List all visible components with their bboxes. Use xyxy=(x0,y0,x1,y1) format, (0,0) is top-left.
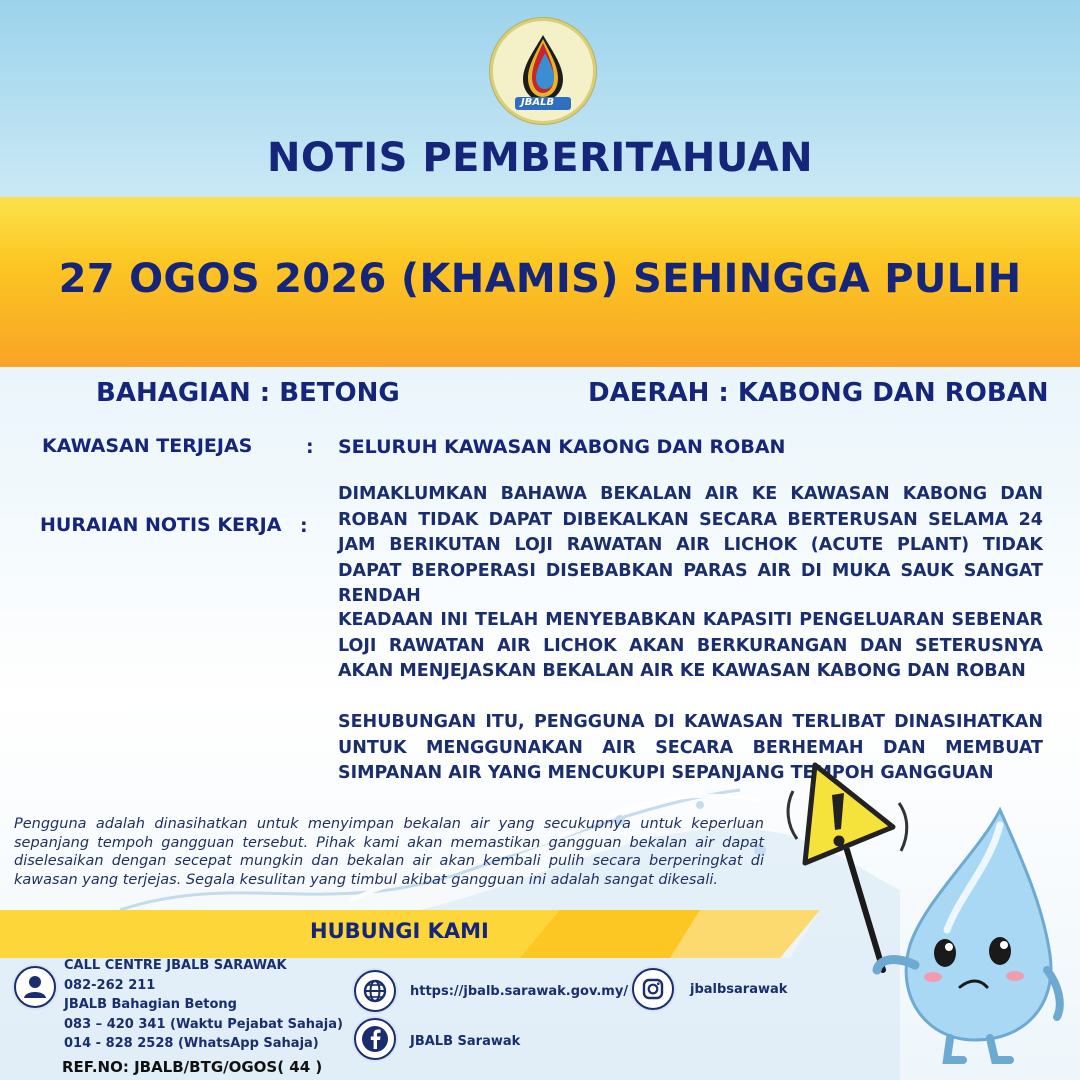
bahagian-label: BAHAGIAN : BETONG xyxy=(96,378,400,408)
call-centre-block xyxy=(64,956,343,1054)
huraian-paragraph-3: SEHUBUNGAN ITU, PENGGUNA DI KAWASAN TERLIBAT DINASIHATKAN UNTUK MENGGUNAKAN AIR SECARA BERHEMAH DAN MEMBUAT SIMPANAN AIR YANG MENCUKUPI SEPANJANG TEMPOH GANGGUAN xyxy=(338,712,1043,783)
office-phone[interactable]: 083 – 420 341 (Waktu Pejabat Sahaja) xyxy=(64,1016,343,1032)
warning-mascot-illustration xyxy=(775,755,1075,1075)
website-link[interactable]: https://jbalb.sarawak.gov.my/ xyxy=(410,984,629,999)
page-title: NOTIS PEMBERITAHUAN xyxy=(266,135,814,181)
advisory-text: Pengguna adalah dinasihatkan untuk menyimpan bekalan air yang secukupnya untuk keperluan sepanjang tempoh gangguan tersebut. Pihak kami akan memastikan gangguan bekalan air dapat diselesaikan dengan secepat mungkin dan bekalan air akan kembali pulih secara berperingkat di kawasan yang terjejas. Segala kesulitan yang timbul akibat gangguan ini adalah sangat dikesali. xyxy=(14,816,764,888)
water-drop-mascot xyxy=(877,810,1060,1060)
huraian-paragraph-1: DIMAKLUMKAN BAHAWA BEKALAN AIR KE KAWASAN KABONG DAN ROBAN TIDAK DAPAT DIBEKALKAN SECARA BERTERUSAN SELAMA 24 JAM BERIKUTAN LOJI RAWATAN AIR LICHOK (ACUTE PLANT) TIDAK DAPAT BEROPERASI DISEBABKAN PARAS AIR DI MUKA SAUK SANGAT RENDAH xyxy=(338,484,1043,606)
call-centre-label: CALL CENTRE JBALB SARAWAK xyxy=(64,958,287,973)
facebook-icon[interactable] xyxy=(354,1018,396,1060)
office-label: JBALB Bahagian Betong xyxy=(64,997,237,1012)
instagram-link[interactable]: jbalbsarawak xyxy=(690,982,788,997)
logo-abbrev: JBALB xyxy=(521,97,555,108)
whatsapp-phone[interactable]: 014 - 828 2528 (WhatsApp Sahaja) xyxy=(64,1036,319,1051)
warning-icon xyxy=(788,765,907,863)
person-icon xyxy=(14,966,56,1008)
globe-icon[interactable] xyxy=(354,970,396,1012)
date-banner: 27 OGOS 2026 (KHAMIS) SEHINGGA PULIH xyxy=(58,256,1022,302)
contact-title: HUBUNGI KAMI xyxy=(310,919,489,943)
instagram-icon[interactable] xyxy=(632,968,674,1010)
kawasan-value: SELURUH KAWASAN KABONG DAN ROBAN xyxy=(338,436,786,458)
huraian-colon: : xyxy=(300,515,308,537)
kawasan-colon: : xyxy=(306,436,314,458)
facebook-link[interactable]: JBALB Sarawak xyxy=(410,1034,521,1049)
huraian-label: HURAIAN NOTIS KERJA xyxy=(40,514,282,536)
huraian-paragraph-2: KEADAAN INI TELAH MENYEBABKAN KAPASITI PENGELUARAN SEBENAR LOJI RAWATAN AIR LICHOK AKAN BERKURANGAN DAN SETERUSNYA AKAN MENJEJASKAN BEKALAN AIR KE KAWASAN KABONG DAN ROBAN xyxy=(338,610,1043,681)
daerah-label: DAERAH : KABONG DAN ROBAN xyxy=(588,378,1049,408)
jbalb-logo xyxy=(490,18,596,124)
call-centre-phone[interactable]: 082-262 211 xyxy=(64,977,156,993)
reference-number: REF.NO: JBALB/BTG/OGOS( 44 ) xyxy=(62,1058,323,1076)
kawasan-label: KAWASAN TERJEJAS xyxy=(42,435,253,457)
